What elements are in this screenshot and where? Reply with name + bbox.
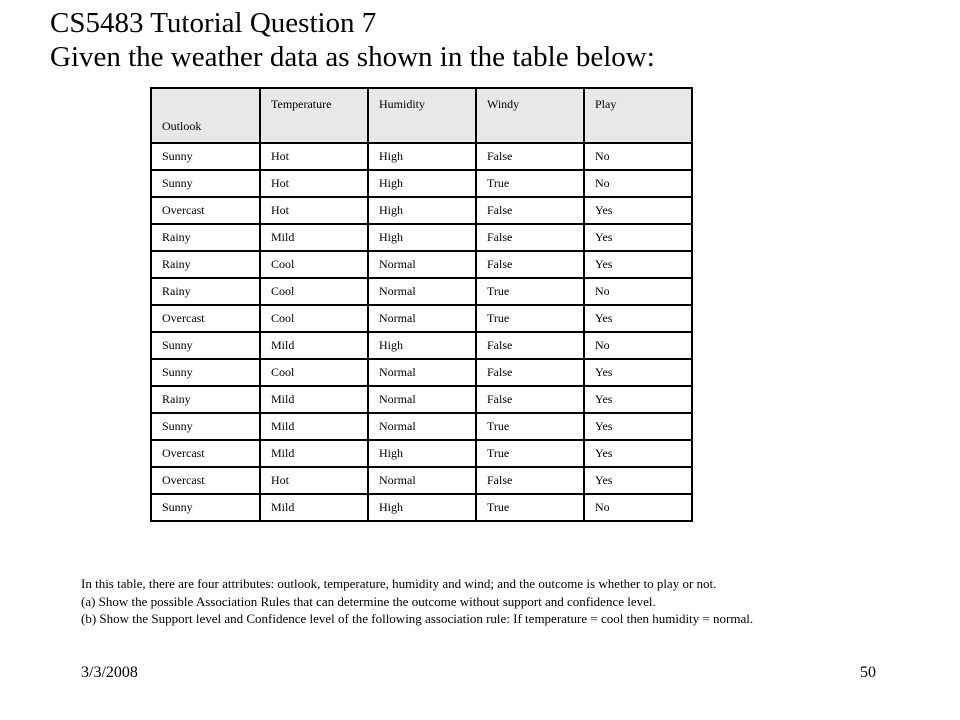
cell-windy: True xyxy=(476,278,584,305)
cell-play: No xyxy=(584,143,692,170)
cell-temperature: Cool xyxy=(260,359,368,386)
cell-temperature: Hot xyxy=(260,467,368,494)
cell-play: Yes xyxy=(584,224,692,251)
cell-outlook: Overcast xyxy=(151,197,260,224)
cell-humidity: Normal xyxy=(368,305,476,332)
cell-humidity: High xyxy=(368,332,476,359)
cell-outlook: Overcast xyxy=(151,440,260,467)
cell-play: No xyxy=(584,494,692,521)
cell-windy: False xyxy=(476,143,584,170)
table-row xyxy=(151,251,692,278)
cell-outlook: Sunny xyxy=(151,494,260,521)
cell-temperature: Cool xyxy=(260,278,368,305)
cell-play: Yes xyxy=(584,440,692,467)
cell-temperature: Mild xyxy=(260,224,368,251)
cell-humidity: High xyxy=(368,170,476,197)
cell-play: No xyxy=(584,332,692,359)
header-temperature: Temperature xyxy=(260,88,368,143)
cell-play: No xyxy=(584,278,692,305)
cell-play: Yes xyxy=(584,386,692,413)
cell-play: Yes xyxy=(584,467,692,494)
table-row xyxy=(151,413,692,440)
cell-temperature: Hot xyxy=(260,170,368,197)
cell-outlook: Rainy xyxy=(151,224,260,251)
cell-windy: False xyxy=(476,467,584,494)
cell-play: Yes xyxy=(584,359,692,386)
cell-temperature: Mild xyxy=(260,332,368,359)
notes-part-a: (a) Show the possible Association Rules that can determine the outcome without support and confidence level. xyxy=(81,593,656,609)
cell-windy: False xyxy=(476,332,584,359)
cell-temperature: Cool xyxy=(260,251,368,278)
header-humidity: Humidity xyxy=(368,88,476,143)
cell-windy: False xyxy=(476,251,584,278)
footer-date: 3/3/2008 xyxy=(81,664,138,681)
header-outlook: Outlook xyxy=(151,88,260,143)
cell-windy: True xyxy=(476,413,584,440)
table-row xyxy=(151,359,692,386)
cell-temperature: Mild xyxy=(260,440,368,467)
cell-windy: True xyxy=(476,440,584,467)
cell-humidity: Normal xyxy=(368,467,476,494)
table-row xyxy=(151,494,692,521)
cell-outlook: Overcast xyxy=(151,467,260,494)
header-windy: Windy xyxy=(476,88,584,143)
cell-outlook: Sunny xyxy=(151,143,260,170)
cell-humidity: High xyxy=(368,197,476,224)
table-row xyxy=(151,440,692,467)
cell-outlook: Sunny xyxy=(151,170,260,197)
table-row xyxy=(151,197,692,224)
cell-humidity: High xyxy=(368,224,476,251)
table-row xyxy=(151,305,692,332)
title-line-2: Given the weather data as shown in the table below: xyxy=(50,41,655,73)
cell-play: Yes xyxy=(584,251,692,278)
cell-windy: False xyxy=(476,386,584,413)
cell-outlook: Rainy xyxy=(151,386,260,413)
weather-data-table xyxy=(150,87,693,522)
cell-temperature: Mild xyxy=(260,386,368,413)
cell-play: Yes xyxy=(584,305,692,332)
cell-outlook: Sunny xyxy=(151,359,260,386)
cell-humidity: Normal xyxy=(368,359,476,386)
table-row xyxy=(151,278,692,305)
table-body xyxy=(151,143,692,521)
cell-temperature: Cool xyxy=(260,305,368,332)
cell-windy: False xyxy=(476,197,584,224)
cell-windy: True xyxy=(476,494,584,521)
cell-humidity: Normal xyxy=(368,251,476,278)
cell-temperature: Mild xyxy=(260,413,368,440)
cell-windy: True xyxy=(476,170,584,197)
cell-humidity: High xyxy=(368,143,476,170)
cell-outlook: Overcast xyxy=(151,305,260,332)
cell-humidity: High xyxy=(368,440,476,467)
title-line-1: CS5483 Tutorial Question 7 xyxy=(50,7,377,39)
table-row xyxy=(151,386,692,413)
table-row xyxy=(151,224,692,251)
cell-windy: False xyxy=(476,359,584,386)
cell-play: Yes xyxy=(584,197,692,224)
cell-humidity: Normal xyxy=(368,278,476,305)
cell-outlook: Sunny xyxy=(151,413,260,440)
cell-humidity: Normal xyxy=(368,386,476,413)
table-row xyxy=(151,332,692,359)
notes-intro: In this table, there are four attributes: outlook, temperature, humidity and wind; and the outcome is whether to play or not. xyxy=(81,576,717,591)
cell-outlook: Sunny xyxy=(151,332,260,359)
cell-outlook: Rainy xyxy=(151,278,260,305)
question-notes xyxy=(81,575,753,628)
table-row xyxy=(151,467,692,494)
cell-windy: False xyxy=(476,224,584,251)
footer-page-number: 50 xyxy=(860,664,876,681)
table-row xyxy=(151,170,692,197)
cell-temperature: Mild xyxy=(260,494,368,521)
cell-windy: True xyxy=(476,305,584,332)
header-play: Play xyxy=(584,88,692,143)
cell-temperature: Hot xyxy=(260,197,368,224)
cell-temperature: Hot xyxy=(260,143,368,170)
cell-humidity: Normal xyxy=(368,413,476,440)
notes-part-b: (b) Show the Support level and Confidence level of the following association rule: If temperature = cool then humidity = normal. xyxy=(81,611,754,626)
cell-humidity: High xyxy=(368,494,476,521)
cell-outlook: Rainy xyxy=(151,251,260,278)
cell-play: No xyxy=(584,170,692,197)
table-row xyxy=(151,143,692,170)
cell-play: Yes xyxy=(584,413,692,440)
table-header-row xyxy=(151,88,692,143)
slide-title xyxy=(50,6,655,74)
